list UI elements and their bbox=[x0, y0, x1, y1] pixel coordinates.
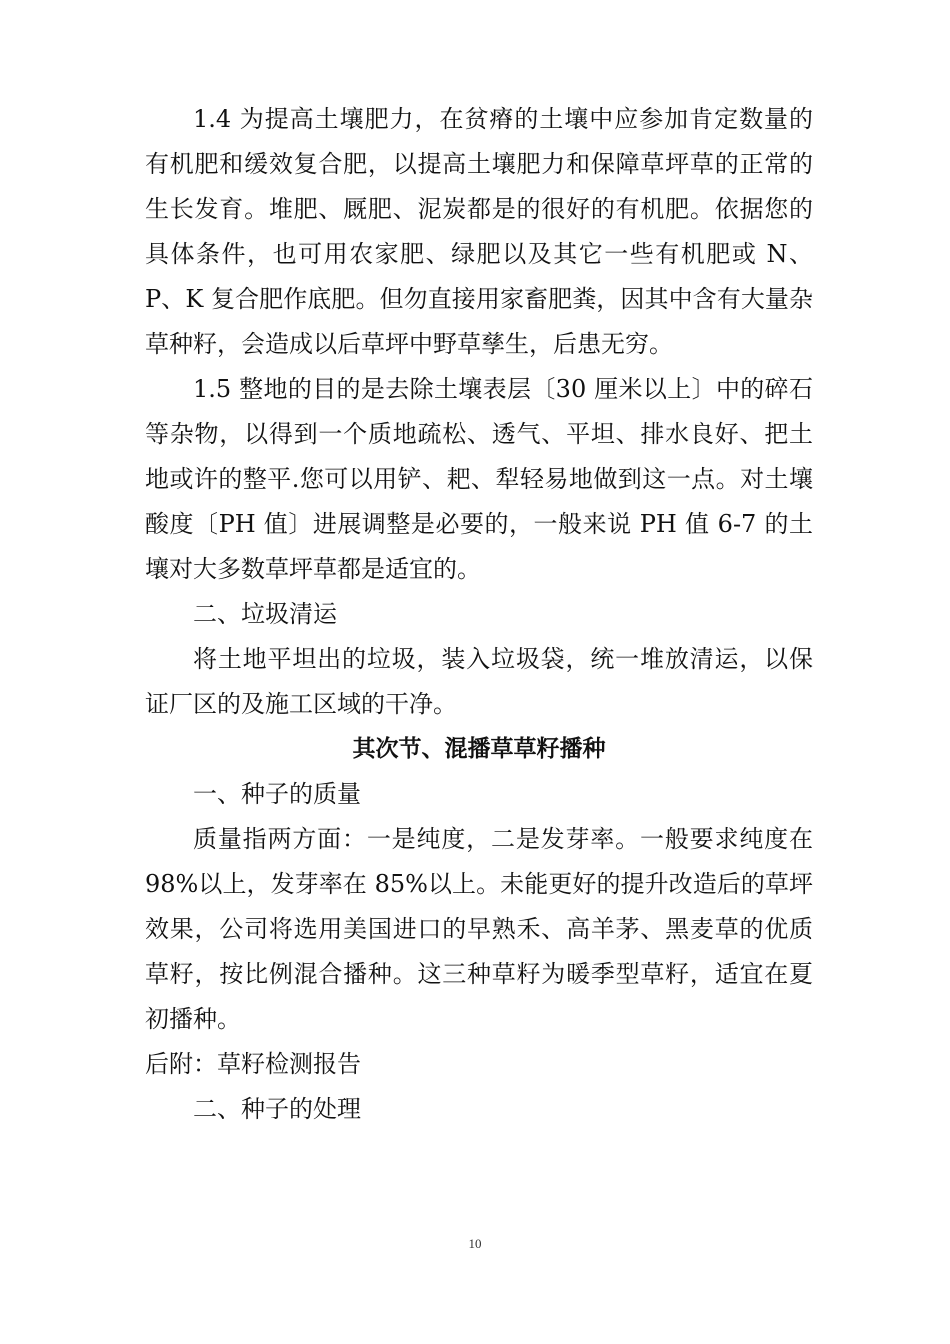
page-content bbox=[145, 97, 813, 1132]
paragraph-garbage-removal: 将土地平坦出的垃圾，装入垃圾袋，统一堆放清运，以保证厂区的及施工区域的干净。 bbox=[145, 645, 813, 718]
paragraph-soil-fertility: 1.4 为提高土壤肥力，在贫瘠的土壤中应参加肯定数量的有机肥和缓效复合肥，以提高土壤肥力和保障草坪草的正常的生长发育。堆肥、厩肥、泥炭都是的很好的有机肥。依据您的具体条件，也可用农家肥、绿肥以及其它一些有机肥或 N、P、K 复合肥作底肥。但勿直接用家畜肥粪，因其中含有大量杂草种籽，会造成以后草坪中野草孳生，后患无穷。 bbox=[145, 105, 813, 358]
subheading-garbage-removal: 二、垃圾清运 bbox=[193, 600, 337, 628]
paragraph-seed-quality: 质量指两方面：一是纯度，二是发芽率。一般要求纯度在 98%以上，发芽率在 85%以上。未能更好的提升改造后的草坪效果，公司将选用美国进口的早熟禾、高羊茅、黑麦草的优质草籽，按比例混合播种。这三种草籽为暖季型草籽，适宜在夏初播种。 bbox=[145, 825, 813, 1033]
subheading-seed-quality: 一、种子的质量 bbox=[193, 780, 361, 808]
subheading-seed-treatment: 二、种子的处理 bbox=[193, 1095, 361, 1123]
paragraph-appendix-note: 后附：草籽检测报告 bbox=[145, 1050, 361, 1078]
section-heading: 其次节、混播草草籽播种 bbox=[352, 736, 606, 762]
page-number: 10 bbox=[468, 1236, 482, 1251]
paragraph-land-leveling: 1.5 整地的目的是去除土壤表层〔30 厘米以上〕中的碎石等杂物，以得到一个质地疏松、透气、平坦、排水良好、把土地或许的整平.您可以用铲、耙、犁轻易地做到这一点。对土壤酸度〔PH 值〕进展调整是必要的，一般来说 PH 值 6-7 的土壤对大多数草坪草都是适宜的。 bbox=[145, 375, 813, 583]
